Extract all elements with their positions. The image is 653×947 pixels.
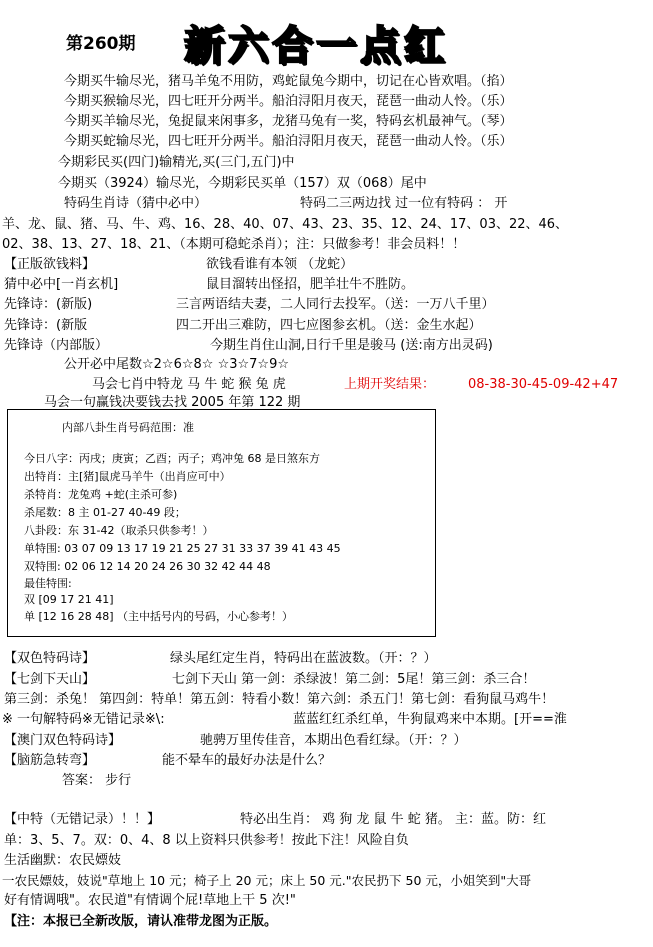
newspaper-title: 新六合一点红 <box>184 22 448 69</box>
xianfeng-label: 先锋诗（内部版） <box>4 338 109 353</box>
bagua-line: 杀尾数：8 主 01-27 40-49 段； <box>24 506 186 519</box>
shuangse-text: 绿头尾红定生肖，特码出在蓝波数。（开：？） <box>170 651 437 666</box>
mahui-win-line: 马会一句赢钱决要钱去找 2005 年第 122 期 <box>44 395 301 410</box>
aomen-label: 【澳门双色特码诗】 <box>4 733 122 748</box>
naojin-label: 【脑筋急转弯】 <box>4 753 96 768</box>
bagua-line: 最佳特围: <box>24 577 72 590</box>
footer-note: 【注：本报已全新改版，请认准带龙图为正版。 <box>4 914 278 929</box>
xianfeng-label: 先锋诗：(新版 <box>4 318 88 333</box>
poem-line: 今期买牛输尽光，猪马羊兔不用防，鸡蛇鼠兔今期中，切记在心皆欢唱。（掐） <box>64 74 513 89</box>
qijian-label: 【七剑下天山】 <box>4 672 96 687</box>
bagua-heading: 内部八卦生肖号码范围：准 <box>62 421 194 434</box>
shuangse-label: 【双色特码诗】 <box>4 651 96 666</box>
special-zodiac-hint: 特码二三两边找 过一位有特码 ： 开 <box>300 196 508 211</box>
naojin-answer: 答案： 步行 <box>62 773 132 788</box>
poem-line: 今期买羊输尽光，兔捉鼠来闲事多，龙猪马兔有一奖，特码玄机最神气。（琴） <box>64 114 513 129</box>
xianfeng-text: 四二开出三难防，四七应图参玄机。（送：金生水起） <box>176 318 482 333</box>
bagua-box <box>7 409 436 637</box>
caizhong-text: 鼠目溜转出怪招，肥羊壮牛不胜防。 <box>206 277 415 292</box>
color-line: 今期彩民买(四门)输精光,买(三门,五门)中 <box>58 155 295 170</box>
bagua-line: 今日八字：丙戌；庚寅；乙酉；丙子；鸡冲兔 68 是日煞东方 <box>24 452 320 465</box>
bagua-line: 杀特肖：龙兔鸡 +蛇(主杀可参) <box>24 488 178 501</box>
xianfeng-text: 今期生肖住山洞,日行千里是骏马 (送:南方出灵码) <box>210 338 493 353</box>
bagua-line: 单特围: 03 07 09 13 17 19 21 25 27 31 33 37 39 41 43 45 <box>24 542 341 555</box>
poem-line: 今期买蛇输尽光，四七旺开分两半。船泊浔阳月夜天，琵琶一曲动人怜。（乐） <box>64 134 513 149</box>
yiju-text: 蓝蓝红红杀红单，牛狗鼠鸡来中本期。[开==淮 <box>293 712 567 727</box>
special-zodiac-label: 特码生肖诗（猜中必中） <box>64 196 208 211</box>
gongkai-line: 公开必中尾数☆2☆6☆8☆ ☆3☆7☆9☆ <box>64 357 289 372</box>
story-line: 一农民嫖妓，妓说"草地上 10 元；椅子上 20 元；床上 50 元."农民扔下 50 元，小姐笑到"大哥 <box>2 873 532 888</box>
aomen-text: 驰骋万里传佳音，本期出色看红绿。（开：？） <box>200 733 467 748</box>
numbers-line: 羊、龙、鼠、猪、马、牛、鸡、16、28、40、07、43、23、35、12、24、17、03、22、46、 <box>2 217 569 232</box>
buy-line: 今期买（3924）输尽光，今期彩民买单（157）双（068）尾中 <box>58 176 427 191</box>
youmo-heading: 生活幽默：农民嫖妓 <box>4 853 122 868</box>
last-result-label: 上期开奖结果： <box>344 377 436 392</box>
yiju-label: ※ 一句解特码※无错记录※\: <box>2 712 165 727</box>
danshuang-line: 单：3、5、7。双：0、4、8 以上资料只供参考！按此下注！风险自负 <box>4 833 409 848</box>
numbers-line: 02、38、13、27、18、21、（本期可稳蛇杀肖）；注：只做参考！非会员料！！ <box>2 237 466 252</box>
zhengban-text: 欲钱看谁有本领 （龙蛇） <box>206 257 354 272</box>
naojin-question: 能不晕车的最好办法是什么？ <box>162 753 332 768</box>
poem-line: 今期买猴输尽光，四七旺开分两半。船泊浔阳月夜天，琵琶一曲动人怜。（乐） <box>64 94 513 109</box>
bagua-line: 单 [12 16 28 48] （主中括号内的号码，小心参考！） <box>24 610 294 623</box>
caizhong-label: 猜中必中[一肖玄机] <box>4 277 119 292</box>
qijian-text: 七剑下天山 第一剑：杀绿波！第二剑：5尾！第三剑：杀三合！ <box>172 672 536 687</box>
story-line: 好有情调哦"。农民道"有情调个屁!草地上干 5 次!" <box>4 893 296 908</box>
zhengban-label: 【正版欲钱料】 <box>4 257 96 272</box>
zhongte-label: 【中特（无错记录）！！】 <box>4 812 161 827</box>
qijian-text: 第三剑：杀兔！ 第四剑：特单！第五剑：特看小数！第六剑：杀五门！第七剑：看狗鼠马鸡牛！ <box>4 692 555 707</box>
bagua-line: 出特肖：主[猪]鼠虎马羊牛（出肖应可中） <box>24 470 231 483</box>
bagua-line: 八卦段：东 31-42（取杀只供参考！） <box>24 524 214 537</box>
mahui-line: 马会七肖中特龙 马 牛 蛇 猴 兔 虎 <box>92 377 286 392</box>
xianfeng-label: 先锋诗：(新版) <box>4 297 93 312</box>
bagua-line: 双特围: 02 06 12 14 20 24 26 30 32 42 44 48 <box>24 560 271 573</box>
last-result-value: 08-38-30-45-09-42+47 <box>468 377 619 392</box>
bagua-line: 双 [09 17 21 41] <box>24 593 114 606</box>
issue-number: 第260期 <box>66 34 136 54</box>
zhongte-text: 特必出生肖： 鸡 狗 龙 鼠 牛 蛇 猪。 主：蓝。防：红 <box>240 812 547 827</box>
xianfeng-text: 三言两语结夫妻，二人同行去投军。（送：一万八千里） <box>176 297 495 312</box>
